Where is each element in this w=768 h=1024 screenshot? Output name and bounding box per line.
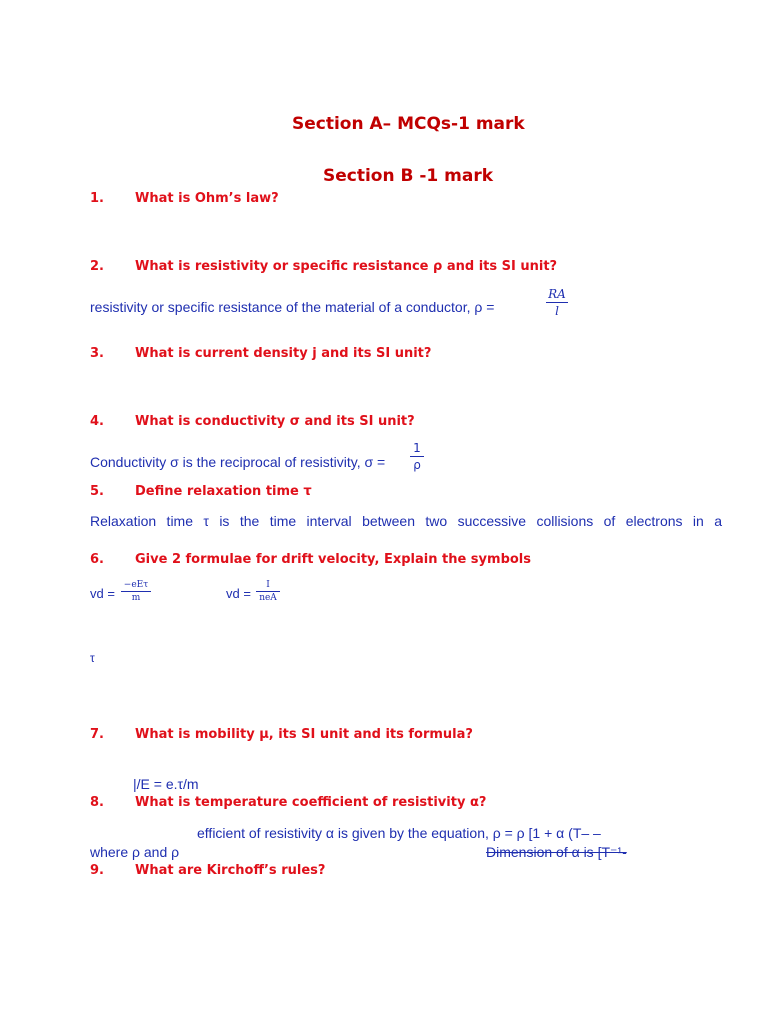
answer-6-fraction-1-denominator: m	[131, 593, 141, 603]
answer-6-vd-1: vd =	[90, 586, 115, 601]
answer-2-text: resistivity or specific resistance of the material of a conductor, ρ =	[90, 299, 495, 315]
answer-6-fraction-1-numerator: −eEτ	[123, 580, 149, 590]
answer-2-fraction-denominator: l	[555, 304, 559, 318]
answer-6-fraction-2-denominator: neA	[259, 593, 277, 603]
question-3-number: 3.	[90, 346, 104, 361]
answer-8-line-2-right: Dimension of α is [T⁻¹-	[486, 844, 627, 860]
answer-5-text: Relaxation time τ is the time interval between two successive collisions of electrons in a	[90, 513, 722, 529]
question-5-number: 5.	[90, 484, 104, 499]
section-b-heading: Section B -1 mark	[323, 166, 494, 186]
answer-6-tau: τ	[90, 651, 95, 665]
answer-6-fraction-1	[121, 580, 151, 603]
answer-6-fraction-1-bar	[121, 591, 151, 592]
question-4-number: 4.	[90, 414, 104, 429]
section-a-heading: Section A– MCQs-1 mark	[292, 114, 525, 134]
answer-6-vd-2: vd =	[226, 586, 251, 601]
question-5-text: Define relaxation time τ	[135, 484, 312, 499]
answer-8-line-2-left: where ρ and ρ	[90, 844, 180, 860]
answer-2-fraction-bar	[546, 302, 568, 303]
answer-8-line-1: efficient of resistivity α is given by the equation, ρ = ρ [1 + α (T– –	[197, 825, 601, 841]
answer-2-fraction-numerator: RA	[548, 287, 566, 301]
question-9-text: What are Kirchoff’s rules?	[135, 863, 326, 878]
question-6-text: Give 2 formulae for drift velocity, Explain the symbols	[135, 552, 531, 567]
answer-4-fraction-bar	[410, 456, 424, 457]
question-2-number: 2.	[90, 259, 104, 274]
question-6-number: 6.	[90, 552, 104, 567]
answer-7-text: |/E = e.τ/m	[133, 776, 199, 792]
question-8-number: 8.	[90, 795, 104, 810]
question-7-number: 7.	[90, 727, 104, 742]
question-8-text: What is temperature coefficient of resistivity α?	[135, 795, 487, 810]
answer-6-fraction-2-numerator: I	[266, 580, 270, 590]
question-7-text: What is mobility μ, its SI unit and its formula?	[135, 727, 473, 742]
answer-6-fraction-2-bar	[256, 591, 280, 592]
question-2-text: What is resistivity or specific resistance ρ and its SI unit?	[135, 259, 558, 274]
question-4-text: What is conductivity σ and its SI unit?	[135, 414, 415, 429]
answer-4-fraction	[410, 441, 424, 472]
question-3-text: What is current density j and its SI unit?	[135, 346, 432, 361]
answer-2-fraction	[546, 287, 568, 318]
answer-4-text: Conductivity σ is the reciprocal of resistivity, σ =	[90, 454, 386, 470]
answer-4-fraction-denominator: ρ	[413, 458, 421, 472]
question-9-number: 9.	[90, 863, 104, 878]
answer-6-fraction-2	[256, 580, 280, 603]
question-1-number: 1.	[90, 191, 104, 206]
question-1-text: What is Ohm’s law?	[135, 191, 279, 206]
answer-4-fraction-numerator: 1	[413, 441, 421, 455]
